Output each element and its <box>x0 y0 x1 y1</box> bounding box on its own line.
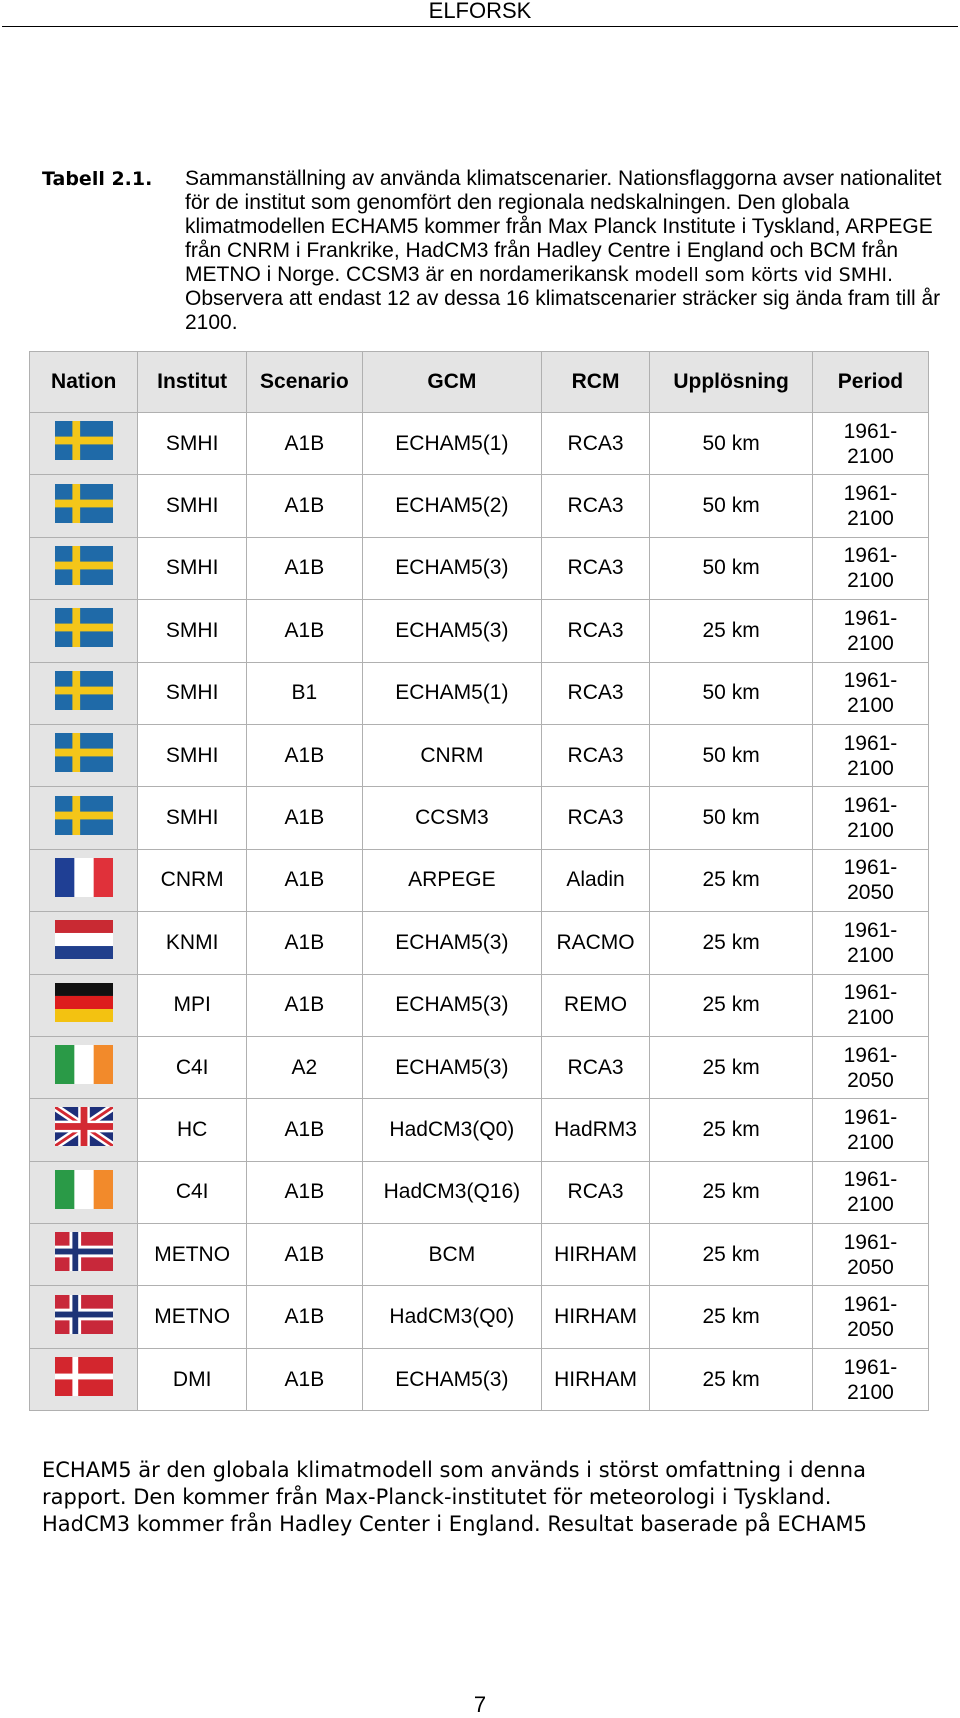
period-end: 2050 <box>847 1255 894 1279</box>
scenario-cell: A1B <box>246 600 362 662</box>
rcm-cell: RCA3 <box>541 662 649 724</box>
column-header-nation: Nation <box>30 352 138 413</box>
rcm-cell: RCA3 <box>541 787 649 849</box>
scenario-cell: A1B <box>246 537 362 599</box>
period-end: 2100 <box>847 1380 894 1404</box>
period-end: 2100 <box>847 756 894 780</box>
gcm-cell: HadCM3(Q0) <box>362 1099 541 1161</box>
gcm-cell: HadCM3(Q0) <box>362 1286 541 1348</box>
uk-flag-icon <box>55 1107 113 1152</box>
nation-cell <box>30 413 138 475</box>
nation-cell <box>30 1348 138 1410</box>
table-row <box>30 724 929 786</box>
nation-cell <box>30 1224 138 1286</box>
period-cell <box>812 724 928 786</box>
period-end: 2100 <box>847 943 894 967</box>
scenario-cell: A1B <box>246 724 362 786</box>
period-end: 2050 <box>847 881 894 905</box>
gcm-cell: CCSM3 <box>362 787 541 849</box>
period-end: 2100 <box>847 694 894 718</box>
period-end: 2100 <box>847 569 894 593</box>
upplosning-cell: 25 km <box>650 1224 813 1286</box>
gcm-cell: ECHAM5(3) <box>362 912 541 974</box>
period-start: 1961- <box>843 981 898 1005</box>
period-start: 1961- <box>843 669 898 693</box>
table-row <box>30 413 929 475</box>
rcm-cell: RACMO <box>541 912 649 974</box>
upplosning-cell: 50 km <box>650 787 813 849</box>
caption-text-a: Sammanställning av använda klimatscenarier. Nationsflaggorna avser nationalitet för de institut som genomfört den regionala nedskalningen. Den globala klimatmodellen ECHAM5 kommer från Max Planck Institute i Tyskland, ARPEGE från CNRM i Frankrike, HadCM3 från Hadley Centre i England och BCM från METNO i Norge. CCSM3 är en nordamerikansk <box>185 167 942 286</box>
period-cell <box>812 537 928 599</box>
institut-cell: SMHI <box>138 724 246 786</box>
period-cell <box>812 413 928 475</box>
institut-cell: SMHI <box>138 537 246 599</box>
institut-cell: SMHI <box>138 787 246 849</box>
institut-cell: C4I <box>138 1161 246 1223</box>
period-start: 1961- <box>843 544 898 568</box>
body-paragraph <box>42 1457 942 1538</box>
period-start: 1961- <box>843 731 898 755</box>
caption-text <box>185 167 945 335</box>
period-start: 1961- <box>843 1168 898 1192</box>
rcm-cell: HIRHAM <box>541 1224 649 1286</box>
scenario-cell: B1 <box>246 662 362 724</box>
gcm-cell: ECHAM5(3) <box>362 1036 541 1098</box>
column-header-period: Period <box>812 352 928 413</box>
institut-cell: KNMI <box>138 912 246 974</box>
period-end: 2100 <box>847 507 894 531</box>
scenario-cell: A1B <box>246 849 362 911</box>
scenario-cell: A1B <box>246 1348 362 1410</box>
page-header: ELFORSK <box>428 0 532 23</box>
period-cell <box>812 974 928 1036</box>
gcm-cell: CNRM <box>362 724 541 786</box>
table-row <box>30 974 929 1036</box>
table-row <box>30 912 929 974</box>
institut-cell: SMHI <box>138 475 246 537</box>
institut-cell: SMHI <box>138 662 246 724</box>
period-cell <box>812 662 928 724</box>
scenario-cell: A1B <box>246 1286 362 1348</box>
sweden-flag-icon <box>55 546 113 591</box>
ireland-flag-icon <box>55 1045 113 1090</box>
nation-cell <box>30 537 138 599</box>
scenario-cell: A1B <box>246 1099 362 1161</box>
period-end: 2050 <box>847 1068 894 1092</box>
nation-cell <box>30 1161 138 1223</box>
rcm-cell: HadRM3 <box>541 1099 649 1161</box>
sweden-flag-icon <box>55 608 113 653</box>
nation-cell <box>30 600 138 662</box>
period-start: 1961- <box>843 419 898 443</box>
sweden-flag-icon <box>55 733 113 778</box>
column-header-institut: Institut <box>138 352 246 413</box>
netherlands-flag-icon <box>55 920 113 965</box>
header-rule <box>2 26 958 27</box>
column-header-rcm: RCM <box>541 352 649 413</box>
scenario-cell: A2 <box>246 1036 362 1098</box>
sweden-flag-icon <box>55 421 113 466</box>
period-cell <box>812 912 928 974</box>
period-start: 1961- <box>843 482 898 506</box>
paragraph-line: HadCM3 kommer från Hadley Center i England. Resultat baserade på ECHAM5 <box>42 1512 867 1536</box>
denmark-flag-icon <box>55 1357 113 1402</box>
institut-cell: METNO <box>138 1286 246 1348</box>
table-row <box>30 475 929 537</box>
institut-cell: SMHI <box>138 413 246 475</box>
gcm-cell: ECHAM5(3) <box>362 974 541 1036</box>
period-cell <box>812 1224 928 1286</box>
period-start: 1961- <box>843 606 898 630</box>
period-start: 1961- <box>843 1230 898 1254</box>
sweden-flag-icon <box>55 484 113 529</box>
gcm-cell: HadCM3(Q16) <box>362 1161 541 1223</box>
table-row <box>30 1348 929 1410</box>
gcm-cell: ECHAM5(3) <box>362 537 541 599</box>
period-cell <box>812 1286 928 1348</box>
period-cell <box>812 1099 928 1161</box>
nation-cell <box>30 787 138 849</box>
period-start: 1961- <box>843 1355 898 1379</box>
gcm-cell: ECHAM5(3) <box>362 600 541 662</box>
rcm-cell: RCA3 <box>541 600 649 662</box>
upplosning-cell: 25 km <box>650 1348 813 1410</box>
institut-cell: MPI <box>138 974 246 1036</box>
upplosning-cell: 50 km <box>650 724 813 786</box>
climate-scenario-table <box>29 351 929 1411</box>
rcm-cell: RCA3 <box>541 475 649 537</box>
period-end: 2100 <box>847 631 894 655</box>
scenario-cell: A1B <box>246 413 362 475</box>
nation-cell <box>30 662 138 724</box>
period-start: 1961- <box>843 1043 898 1067</box>
table-row <box>30 600 929 662</box>
table-row <box>30 1286 929 1348</box>
norway-flag-icon <box>55 1232 113 1277</box>
scenario-cell: A1B <box>246 787 362 849</box>
gcm-cell: ECHAM5(2) <box>362 475 541 537</box>
period-cell <box>812 475 928 537</box>
nation-cell <box>30 1036 138 1098</box>
rcm-cell: HIRHAM <box>541 1348 649 1410</box>
table-row <box>30 537 929 599</box>
institut-cell: SMHI <box>138 600 246 662</box>
paragraph-line: ECHAM5 är den globala klimatmodell som används i störst omfattning i denna <box>42 1458 866 1482</box>
table-body <box>30 413 929 1411</box>
institut-cell: CNRM <box>138 849 246 911</box>
table-row <box>30 787 929 849</box>
scenario-cell: A1B <box>246 475 362 537</box>
period-start: 1961- <box>843 918 898 942</box>
gcm-cell: ECHAM5(1) <box>362 413 541 475</box>
upplosning-cell: 50 km <box>650 475 813 537</box>
upplosning-cell: 25 km <box>650 974 813 1036</box>
table-row <box>30 849 929 911</box>
period-end: 2100 <box>847 1193 894 1217</box>
institut-cell: C4I <box>138 1036 246 1098</box>
upplosning-cell: 25 km <box>650 1099 813 1161</box>
nation-cell <box>30 1099 138 1161</box>
column-header-gcm: GCM <box>362 352 541 413</box>
gcm-cell: ARPEGE <box>362 849 541 911</box>
column-header-upplösning: Upplösning <box>650 352 813 413</box>
rcm-cell: RCA3 <box>541 1161 649 1223</box>
caption-label: Tabell 2.1. <box>42 168 153 190</box>
period-start: 1961- <box>843 1293 898 1317</box>
germany-flag-icon <box>55 983 113 1028</box>
scenario-cell: A1B <box>246 974 362 1036</box>
scenario-cell: A1B <box>246 912 362 974</box>
period-start: 1961- <box>843 794 898 818</box>
column-header-scenario: Scenario <box>246 352 362 413</box>
period-start: 1961- <box>843 1105 898 1129</box>
upplosning-cell: 50 km <box>650 413 813 475</box>
period-start: 1961- <box>843 856 898 880</box>
nation-cell <box>30 974 138 1036</box>
nation-cell <box>30 849 138 911</box>
table-row <box>30 662 929 724</box>
period-cell <box>812 787 928 849</box>
nation-cell <box>30 1286 138 1348</box>
caption-text-c: Observera att endast 12 av dessa 16 klimatscenarier sträcker sig ända fram till år 2100. <box>185 287 941 334</box>
rcm-cell: RCA3 <box>541 724 649 786</box>
france-flag-icon <box>55 858 113 903</box>
sweden-flag-icon <box>55 796 113 841</box>
table-row <box>30 1224 929 1286</box>
table-row <box>30 1161 929 1223</box>
period-end: 2100 <box>847 1006 894 1030</box>
period-cell <box>812 849 928 911</box>
table-row <box>30 1099 929 1161</box>
upplosning-cell: 25 km <box>650 1161 813 1223</box>
institut-cell: HC <box>138 1099 246 1161</box>
norway-flag-icon <box>55 1295 113 1340</box>
gcm-cell: ECHAM5(1) <box>362 662 541 724</box>
nation-cell <box>30 912 138 974</box>
period-end: 2100 <box>847 444 894 468</box>
period-cell <box>812 1348 928 1410</box>
scenario-cell: A1B <box>246 1161 362 1223</box>
period-end: 2050 <box>847 1318 894 1342</box>
rcm-cell: HIRHAM <box>541 1286 649 1348</box>
rcm-cell: RCA3 <box>541 1036 649 1098</box>
period-end: 2100 <box>847 1130 894 1154</box>
upplosning-cell: 25 km <box>650 912 813 974</box>
period-cell <box>812 600 928 662</box>
gcm-cell: ECHAM5(3) <box>362 1348 541 1410</box>
nation-cell <box>30 475 138 537</box>
upplosning-cell: 25 km <box>650 1036 813 1098</box>
rcm-cell: Aladin <box>541 849 649 911</box>
table-row <box>30 1036 929 1098</box>
institut-cell: DMI <box>138 1348 246 1410</box>
upplosning-cell: 25 km <box>650 1286 813 1348</box>
nation-cell <box>30 724 138 786</box>
institut-cell: METNO <box>138 1224 246 1286</box>
upplosning-cell: 50 km <box>650 662 813 724</box>
paragraph-line: rapport. Den kommer från Max-Planck-institutet för meteorologi i Tyskland. <box>42 1485 832 1509</box>
scenario-cell: A1B <box>246 1224 362 1286</box>
rcm-cell: RCA3 <box>541 537 649 599</box>
table-header-row <box>30 352 929 413</box>
gcm-cell: BCM <box>362 1224 541 1286</box>
sweden-flag-icon <box>55 671 113 716</box>
period-end: 2100 <box>847 819 894 843</box>
upplosning-cell: 25 km <box>650 600 813 662</box>
period-cell <box>812 1036 928 1098</box>
rcm-cell: REMO <box>541 974 649 1036</box>
page-number: 7 <box>473 1692 487 1717</box>
period-cell <box>812 1161 928 1223</box>
ireland-flag-icon <box>55 1170 113 1215</box>
upplosning-cell: 25 km <box>650 849 813 911</box>
caption-text-b: modell som körts vid SMHI. <box>634 264 894 286</box>
rcm-cell: RCA3 <box>541 413 649 475</box>
upplosning-cell: 50 km <box>650 537 813 599</box>
